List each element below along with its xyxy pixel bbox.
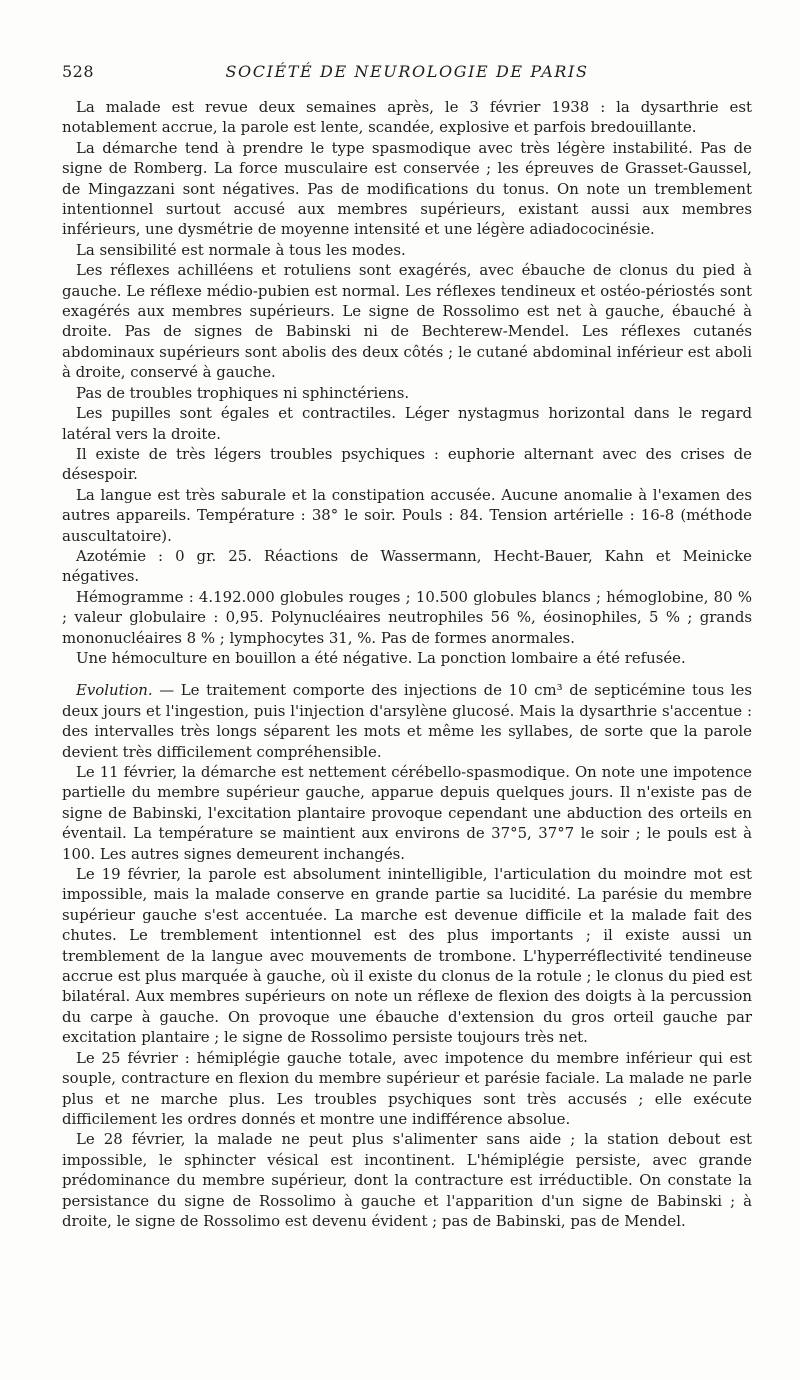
paragraph: La sensibilité est normale à tous les modes. — [76, 240, 406, 259]
evolution-label: Evolution. — [76, 681, 153, 700]
paragraph: Le 25 février : hémiplégie gauche totale, avec impotence du membre inférieur qui est souple, contracture en flexion du membre supérieur et parésie faciale. La malade ne parle plus et ne marche plus. Les troubles psychiques sont très accusés ; elle exécute difficilement les ordres donnés et montre une indifférence absolue. — [62, 1048, 752, 1128]
paragraph: Le 19 février, la parole est absolument inintelligible, l'articulation du moindre mot est impossible, mais la malade conserve en grande partie sa lucidité. La parésie du membre supérieur gauche s'est accentuée. La marche est devenue difficile et la malade fait des chutes. Le tremblement intentionnel est des plus importants ; il existe aussi un tremblement de la langue avec mouvements de trombone. L'hyperréflectivité tendineuse accrue est plus marquée à gauche, où il existe du clonus de la rotule ; le clonus du pied est bilatéral. Aux membres supérieurs on note un réflexe de flexion des doigts à la percussion du carpe à gauche. On provoque une ébauche d'extension du gros orteil gauche par excitation plantaire ; le signe de Rossolimo persiste toujours très net. — [62, 865, 752, 1047]
page-header — [62, 60, 752, 84]
evolution-paragraph — [62, 680, 752, 762]
paragraph: Les réflexes achilléens et rotuliens sont exagérés, avec ébauche de clonus du pied à gauche. Le réflexe médio-pubien est normal. Les réflexes tendineux et ostéo-périostés sont exagérés aux membres supérieurs. Le signe de Rossolimo est net à gauche, ébauché à droite. Pas de signes de Babinski ni de Bechterew-Mendel. Les réflexes cutanés abdominaux supérieurs sont abolis des deux côtés ; le cutané abdominal inférieur est aboli à droite, conservé à gauche. — [62, 261, 752, 382]
paragraph: Les pupilles sont égales et contractiles. Léger nystagmus horizontal dans le regard latéral vers la droite. — [62, 404, 752, 443]
running-title: SOCIÉTÉ DE NEUROLOGIE DE PARIS — [225, 62, 589, 81]
paragraph: Le 11 février, la démarche est nettement cérébello-spasmodique. On note une impotence partielle du membre supérieur gauche, apparue depuis quelques jours. Il n'existe pas de signe de Babinski, l'excitation plantaire provoque cependant une abduction des orteils en éventail. La température se maintient aux environs de 37°5, 37°7 le soir ; le pouls est à 100. Les autres signes demeurent inchangés. — [62, 763, 752, 863]
paragraph: La démarche tend à prendre le type spasmodique avec très légère instabilité. Pas de signe de Romberg. La force musculaire est conservée ; les épreuves de Grasset-Gaussel, de Mingazzani sont négatives. Pas de modifications du tonus. On note un tremblement intentionnel surtout accusé aux membres supérieurs, existant aussi aux membres inférieurs, une dysmétrie de moyenne intensité et une légère adiadococinésie. — [62, 138, 752, 239]
page-number: 528 — [62, 62, 95, 81]
paragraph: La malade est revue deux semaines après, le 3 février 1938 : la dysarthrie est notablement accrue, la parole est lente, scandée, explosive et parfois bredouillante. — [62, 98, 752, 137]
paragraph: Le 28 février, la malade ne peut plus s'alimenter sans aide ; la station debout est impossible, le sphincter vésical est incontinent. L'hémiplégie persiste, avec grande prédominance du membre supérieur, dont la contracture est irréductible. On constate la persistance du signe de Rossolimo à gauche et l'apparition d'un signe de Babinski ; à droite, le signe de Rossolimo est devenu évident ; pas de Babinski, pas de Mendel. — [62, 1130, 752, 1230]
paragraph: Une hémoculture en bouillon a été négative. La ponction lombaire a été refusée. — [76, 648, 686, 667]
paragraph: Pas de troubles trophiques ni sphinctériens. — [76, 383, 410, 402]
evolution-text: — Le traitement comporte des injections de 10 cm³ de septicémine tous les deux jours et l'ingestion, puis l'injection d'arsylène glucosé. Mais la dysarthrie s'accentue : des intervalles très longs séparent les mots et même les syllabes, de sorte que la parole devient très difficilement compréhensible. — [62, 681, 752, 761]
paragraph: La langue est très saburale et la constipation accusée. Aucune anomalie à l'examen des autres appareils. Température : 38° le soir. Pouls : 84. Tension artérielle : 16-8 (méthode auscultatoire). — [62, 485, 752, 545]
paragraph: Il existe de très légers troubles psychiques : euphorie alternant avec des crises de désespoir. — [62, 444, 752, 484]
body-text — [62, 97, 752, 1231]
paragraph: Azotémie : 0 gr. 25. Réactions de Wassermann, Hecht-Bauer, Kahn et Meinicke négatives. — [62, 546, 752, 586]
paragraph: Hémogramme : 4.192.000 globules rouges ; 10.500 globules blancs ; hémoglobine, 80 % ; valeur globulaire : 0,95. Polynucléaires neutrophiles 56 %, éosinophiles, 5 % ; grands mononucléaires 8 % ; lymphocytes 31, %. Pas de formes anormales. — [62, 587, 752, 647]
